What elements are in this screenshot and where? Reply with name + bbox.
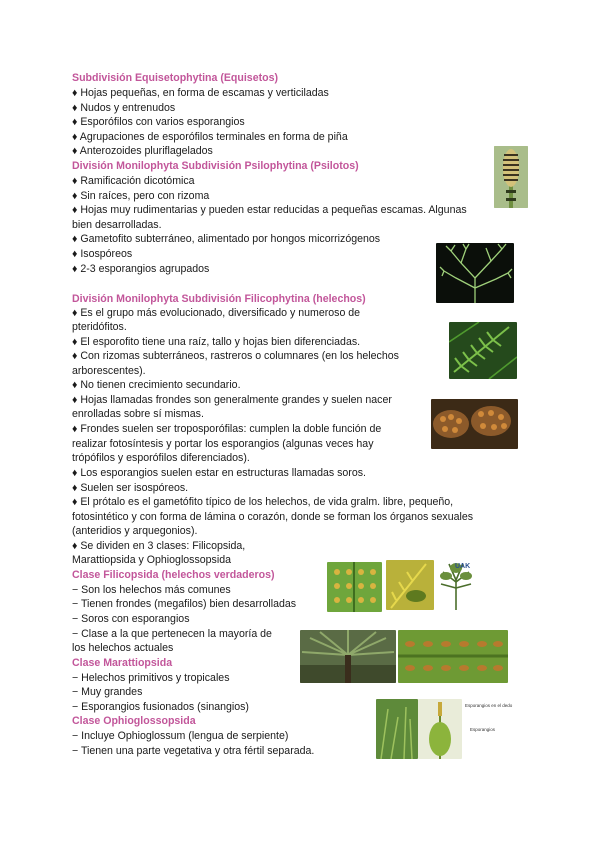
text-line: realizar fotosíntesis y portar los esporangios (algunas veces hay [72,438,374,450]
fern-frond-photo [449,322,517,379]
ophioglossum-diagram [462,699,518,759]
text-line: ♦ Frondes suelen ser troposporófilas: cumplen la doble función de [72,423,382,435]
ophioglossum-leaf-photo [418,699,462,759]
equisetum-photo [494,146,528,208]
filicopsida-tree-fern-photo [437,560,475,610]
text-line: ♦ Esporófilos con varios esporangios [72,116,245,128]
section-heading: División Monilophyta Subdivisión Psilophytina (Psilotos) [72,160,359,172]
text-line: − Incluye Ophioglossum (lengua de serpiente) [72,730,289,742]
marattia-sinangios-photo [398,630,508,683]
section-heading: División Monilophyta Subdivisión Filicophytina (helechos) [72,293,366,305]
ophioglossum-caption-2: Esporangios [470,727,496,732]
text-line: − Muy grandes [72,686,143,698]
text-line: (anteridios y arquegonios). [72,525,198,537]
text-line: ♦ El esporofito tiene una raíz, tallo y hojas bien diferenciadas. [72,336,361,348]
text-line: ♦ Hojas pequeñas, en forma de escamas y verticiladas [72,87,329,99]
text-line: ♦ Es el grupo más evolucionado, diversificado y numeroso de [72,307,361,319]
text-line: ♦ Nudos y entrenudos [72,102,176,114]
text-line: ♦ Los esporangios suelen estar en estructuras llamadas soros. [72,467,366,479]
text-line: − Clase a la que pertenecen la mayoría de [72,628,272,640]
text-line: pteridófitos. [72,321,127,333]
section-heading: Clase Filicopsida (helechos verdaderos) [72,569,275,581]
text-line: ♦ Isospóreos [72,248,133,260]
text-line: ♦ 2-3 esporangios agrupados [72,263,210,275]
text-line: ♦ Gametofito subterráneo, alimentado por hongos micorrizógenos [72,233,381,245]
text-line: ♦ Sin raíces, pero con rizoma [72,190,210,202]
text-line: ♦ Ramificación dicotómica [72,175,195,187]
text-line: ♦ El prótalo es el gametófito típico de los helechos, de vida gralm. libre, pequeño, [72,496,454,508]
psilotum-photo [436,243,514,303]
text-line: ♦ Con rizomas subterráneos, rastreros o columnares (en los helechos [72,350,399,362]
ophioglossum-field-photo [376,699,418,759]
filicopsida-sori-photo [327,562,382,612]
section-heading: Subdivisión Equisetophytina (Equisetos) [72,72,279,84]
text-line: − Tienen frondes (megafilos) bien desarrolladas [72,598,297,610]
text-line: bien desarrolladas. [72,219,162,231]
text-line: − Tienen una parte vegetativa y otra fértil separada. [72,745,315,757]
text-line: ♦ Anterozoides pluriflagelados [72,145,213,157]
text-line: − Esporangios fusionados (sinangios) [72,701,249,713]
text-line: − Soros con esporangios [72,613,190,625]
text-line: fotosintético y con forma de lámina o corazón, donde se forman los órganos sexuales [72,511,474,523]
section-heading: Clase Marattiopsida [72,657,173,669]
text-line: Marattiopsida y Ophioglossopsida [72,554,231,566]
text-line: los helechos actuales [72,642,174,654]
text-line: ♦ No tienen crecimiento secundario. [72,379,241,391]
filicopsida-fronds-photo [386,560,434,610]
text-line: ♦ Se dividen en 3 clases: Filicopsida, [72,540,246,552]
text-line: arborescentes). [72,365,146,377]
text-line: − Son los helechos más comunes [72,584,231,596]
text-line: ♦ Hojas muy rudimentarias y pueden estar reducidas a pequeñas escamas. Algunas [72,204,467,216]
uak-logo: UAK [455,563,471,570]
text-line: enrolladas sobre sí mismas. [72,408,204,420]
section-heading: Clase Ophioglossopsida [72,715,196,727]
marattia-palm-photo [300,630,396,683]
text-line: ♦ Agrupaciones de esporófilos terminales en forma de piña [72,131,348,143]
text-line: ♦ Hojas llamadas frondes son generalmente grandes y suelen nacer [72,394,392,406]
fern-sori-photo [431,399,518,449]
text-line: − Helechos primitivos y tropicales [72,672,230,684]
text-line: ♦ Suelen ser isospóreos. [72,482,189,494]
ophioglossum-caption-1: Esporangios en el dedo [465,703,513,708]
text-line: trópófilos y esporófilos diferenciados). [72,452,250,464]
